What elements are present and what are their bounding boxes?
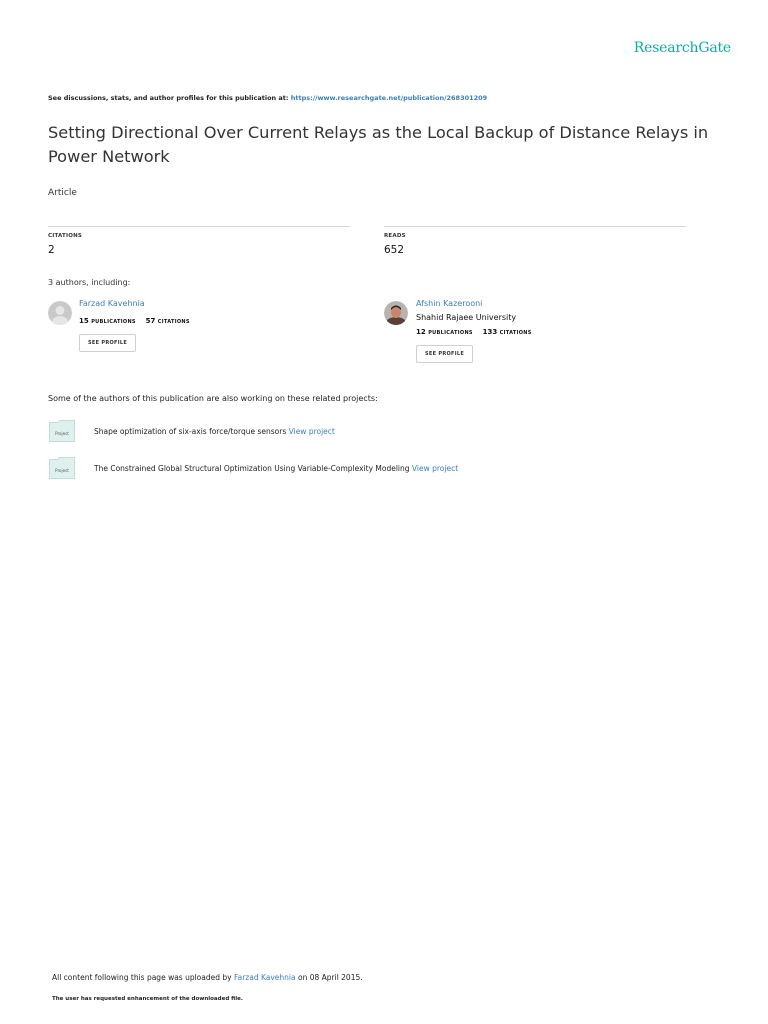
upload-suffix: on 08 April 2015.	[297, 973, 363, 982]
authors-heading: 3 authors, including:	[48, 278, 131, 287]
author-name-link[interactable]: Farzad Kavehnia	[79, 299, 145, 308]
citations-count: 57	[145, 317, 156, 325]
enhancement-note: The user has requested enhancement of the downloaded file.	[52, 996, 243, 1002]
publication-type: Article	[48, 188, 77, 198]
project-title: Shape optimization of six-axis force/torque sensors	[94, 427, 287, 436]
publications-count: 15	[79, 317, 89, 325]
reads-value: 652	[384, 244, 405, 256]
project-row	[94, 464, 458, 473]
publications-label: PUBLICATIONS	[428, 330, 473, 336]
view-project-link[interactable]: View project	[411, 464, 459, 473]
project-icon-label: Project	[55, 431, 69, 436]
author-avatar-photo[interactable]	[384, 301, 408, 325]
citations-label: CITATIONS	[48, 233, 83, 239]
stats-divider-right	[384, 226, 686, 227]
uploader-link[interactable]: Farzad Kavehnia	[233, 973, 296, 982]
author-institution: Shahid Rajaee University	[416, 313, 517, 322]
citations-count: 133	[482, 328, 498, 336]
author-stats	[416, 328, 532, 336]
publication-title: Setting Directional Over Current Relays as the Local Backup of Distance Relays in Power Network	[48, 123, 709, 166]
author-name-link[interactable]: Afshin Kazerooni	[416, 299, 483, 308]
publications-label: PUBLICATIONS	[91, 319, 136, 325]
stats-divider-left	[48, 226, 350, 227]
author-avatar-placeholder[interactable]	[48, 301, 72, 325]
citations-value: 2	[48, 244, 55, 256]
citations-label: CITATIONS	[157, 319, 190, 325]
publication-url-link[interactable]: https://www.researchgate.net/publication/268301209	[290, 94, 488, 102]
project-title: The Constrained Global Structural Optimization Using Variable-Complexity Modeling	[94, 464, 410, 473]
see-profile-button[interactable]: SEE PROFILE	[79, 334, 136, 352]
project-row	[94, 427, 335, 436]
citations-label: CITATIONS	[499, 330, 532, 336]
upload-prefix: All content following this page was uploaded by	[52, 973, 232, 982]
discussion-line	[48, 94, 487, 102]
upload-note	[52, 973, 363, 982]
default-avatar-icon	[48, 301, 72, 325]
related-projects-heading: Some of the authors of this publication are also working on these related projects:	[48, 394, 378, 403]
see-profile-button[interactable]: SEE PROFILE	[416, 345, 473, 363]
project-icon-label: Project	[55, 468, 69, 473]
publications-count: 12	[416, 328, 426, 336]
project-folder-icon	[49, 457, 75, 479]
view-project-link[interactable]: View project	[288, 427, 335, 436]
reads-label: READS	[384, 233, 406, 239]
discussion-prefix: See discussions, stats, and author profiles for this publication at:	[48, 94, 289, 102]
project-folder-icon	[49, 420, 75, 442]
author-stats	[79, 317, 190, 325]
researchgate-logo[interactable]: ResearchGate	[633, 40, 731, 56]
author-photo-icon	[384, 301, 408, 325]
